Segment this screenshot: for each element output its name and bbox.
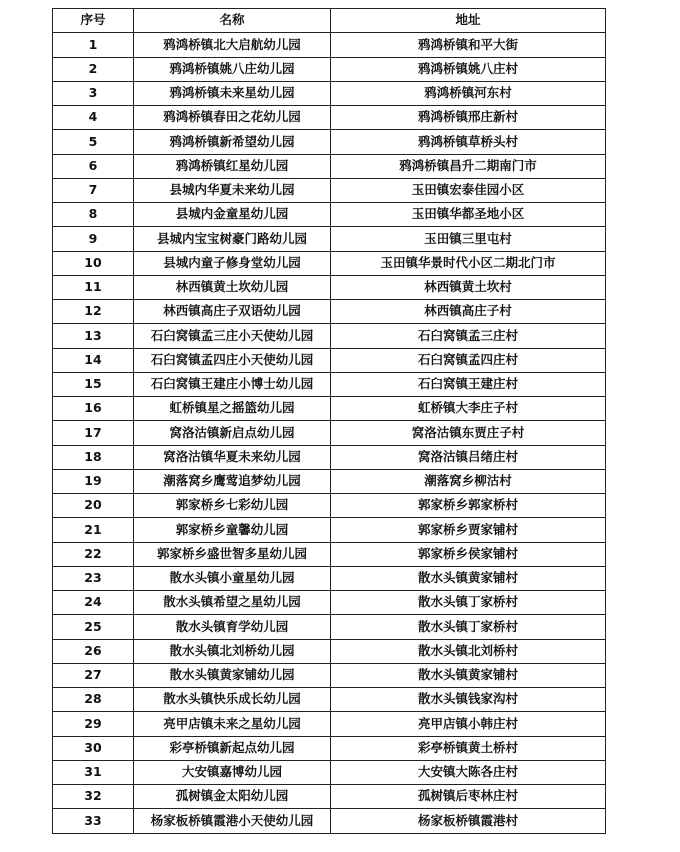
cell-name: 林西镇高庄子双语幼儿园 bbox=[134, 300, 331, 324]
cell-address: 鸦鸿桥镇邢庄新村 bbox=[331, 106, 606, 130]
cell-index: 29 bbox=[53, 712, 134, 736]
cell-index: 11 bbox=[53, 275, 134, 299]
cell-index: 26 bbox=[53, 639, 134, 663]
cell-index: 8 bbox=[53, 203, 134, 227]
cell-name: 县城内宝宝树豪门路幼儿园 bbox=[134, 227, 331, 251]
table-row bbox=[53, 300, 606, 324]
cell-index: 7 bbox=[53, 178, 134, 202]
table-row bbox=[53, 227, 606, 251]
cell-index: 2 bbox=[53, 57, 134, 81]
table-row bbox=[53, 736, 606, 760]
cell-address: 郭家桥乡贾家铺村 bbox=[331, 518, 606, 542]
cell-address: 散水头镇北刘桥村 bbox=[331, 639, 606, 663]
cell-index: 17 bbox=[53, 421, 134, 445]
table-row bbox=[53, 348, 606, 372]
table-row bbox=[53, 130, 606, 154]
cell-address: 散水头镇丁家桥村 bbox=[331, 591, 606, 615]
cell-index: 5 bbox=[53, 130, 134, 154]
table-row bbox=[53, 566, 606, 590]
cell-index: 12 bbox=[53, 300, 134, 324]
cell-index: 24 bbox=[53, 591, 134, 615]
cell-address: 鸦鸿桥镇姚八庄村 bbox=[331, 57, 606, 81]
cell-index: 18 bbox=[53, 445, 134, 469]
table-row bbox=[53, 445, 606, 469]
cell-name: 鸦鸿桥镇北大启航幼儿园 bbox=[134, 33, 331, 57]
cell-index: 9 bbox=[53, 227, 134, 251]
cell-index: 28 bbox=[53, 688, 134, 712]
cell-name: 散水头镇小童星幼儿园 bbox=[134, 566, 331, 590]
cell-address: 散水头镇黄家铺村 bbox=[331, 566, 606, 590]
table-row bbox=[53, 518, 606, 542]
table-row bbox=[53, 106, 606, 130]
cell-name: 潮落窝乡鹰莺追梦幼儿园 bbox=[134, 469, 331, 493]
table-header-row bbox=[53, 9, 606, 33]
cell-index: 4 bbox=[53, 106, 134, 130]
table-row bbox=[53, 178, 606, 202]
table-body bbox=[53, 33, 606, 833]
cell-address: 潮落窝乡柳沽村 bbox=[331, 469, 606, 493]
cell-index: 13 bbox=[53, 324, 134, 348]
cell-address: 窝洛沽镇吕绪庄村 bbox=[331, 445, 606, 469]
table-row bbox=[53, 663, 606, 687]
cell-address: 杨家板桥镇霞港村 bbox=[331, 809, 606, 833]
cell-name: 郭家桥乡盛世智多星幼儿园 bbox=[134, 542, 331, 566]
table-row bbox=[53, 688, 606, 712]
cell-name: 散水头镇黄家铺幼儿园 bbox=[134, 663, 331, 687]
cell-name: 县城内华夏未来幼儿园 bbox=[134, 178, 331, 202]
cell-name: 石臼窝镇孟四庄小天使幼儿园 bbox=[134, 348, 331, 372]
cell-index: 30 bbox=[53, 736, 134, 760]
cell-address: 林西镇高庄子村 bbox=[331, 300, 606, 324]
cell-name: 郭家桥乡童馨幼儿园 bbox=[134, 518, 331, 542]
cell-address: 玉田镇宏泰佳园小区 bbox=[331, 178, 606, 202]
cell-name: 散水头镇希望之星幼儿园 bbox=[134, 591, 331, 615]
table-row bbox=[53, 397, 606, 421]
cell-index: 21 bbox=[53, 518, 134, 542]
cell-name: 鸦鸿桥镇春田之花幼儿园 bbox=[134, 106, 331, 130]
cell-address: 鸦鸿桥镇草桥头村 bbox=[331, 130, 606, 154]
cell-name: 孤树镇金太阳幼儿园 bbox=[134, 785, 331, 809]
cell-address: 郭家桥乡郭家桥村 bbox=[331, 494, 606, 518]
cell-address: 鸦鸿桥镇昌升二期南门市 bbox=[331, 154, 606, 178]
cell-name: 石臼窝镇王建庄小博士幼儿园 bbox=[134, 372, 331, 396]
cell-name: 郭家桥乡七彩幼儿园 bbox=[134, 494, 331, 518]
cell-index: 22 bbox=[53, 542, 134, 566]
cell-index: 10 bbox=[53, 251, 134, 275]
table-row bbox=[53, 57, 606, 81]
cell-address: 孤树镇后枣林庄村 bbox=[331, 785, 606, 809]
cell-address: 鸦鸿桥镇河东村 bbox=[331, 81, 606, 105]
cell-index: 6 bbox=[53, 154, 134, 178]
cell-name: 散水头镇北刘桥幼儿园 bbox=[134, 639, 331, 663]
cell-address: 彩亭桥镇黄土桥村 bbox=[331, 736, 606, 760]
table-row bbox=[53, 469, 606, 493]
table-row bbox=[53, 275, 606, 299]
cell-name: 散水头镇育学幼儿园 bbox=[134, 615, 331, 639]
cell-name: 鸦鸿桥镇新希望幼儿园 bbox=[134, 130, 331, 154]
cell-name: 彩亭桥镇新起点幼儿园 bbox=[134, 736, 331, 760]
cell-index: 20 bbox=[53, 494, 134, 518]
cell-address: 玉田镇华都圣地小区 bbox=[331, 203, 606, 227]
header-address: 地址 bbox=[331, 9, 606, 33]
cell-address: 石臼窝镇孟三庄村 bbox=[331, 324, 606, 348]
cell-address: 郭家桥乡侯家铺村 bbox=[331, 542, 606, 566]
header-name: 名称 bbox=[134, 9, 331, 33]
cell-name: 大安镇嘉博幼儿园 bbox=[134, 760, 331, 784]
table-row bbox=[53, 542, 606, 566]
table-row bbox=[53, 591, 606, 615]
cell-index: 23 bbox=[53, 566, 134, 590]
cell-address: 大安镇大陈各庄村 bbox=[331, 760, 606, 784]
header-index: 序号 bbox=[53, 9, 134, 33]
table-row bbox=[53, 494, 606, 518]
table-row bbox=[53, 372, 606, 396]
cell-index: 31 bbox=[53, 760, 134, 784]
cell-address: 石臼窝镇王建庄村 bbox=[331, 372, 606, 396]
table-row bbox=[53, 615, 606, 639]
kindergarten-table bbox=[52, 8, 606, 834]
table-row bbox=[53, 809, 606, 833]
cell-address: 林西镇黄土坎村 bbox=[331, 275, 606, 299]
cell-name: 散水头镇快乐成长幼儿园 bbox=[134, 688, 331, 712]
table-row bbox=[53, 324, 606, 348]
cell-name: 鸦鸿桥镇红星幼儿园 bbox=[134, 154, 331, 178]
cell-index: 16 bbox=[53, 397, 134, 421]
cell-index: 33 bbox=[53, 809, 134, 833]
table-row bbox=[53, 33, 606, 57]
cell-name: 石臼窝镇孟三庄小天使幼儿园 bbox=[134, 324, 331, 348]
cell-name: 县城内金童星幼儿园 bbox=[134, 203, 331, 227]
table-row bbox=[53, 712, 606, 736]
cell-name: 鸦鸿桥镇姚八庄幼儿园 bbox=[134, 57, 331, 81]
cell-name: 虹桥镇星之摇篮幼儿园 bbox=[134, 397, 331, 421]
cell-index: 3 bbox=[53, 81, 134, 105]
cell-name: 亮甲店镇未来之星幼儿园 bbox=[134, 712, 331, 736]
table-row bbox=[53, 81, 606, 105]
cell-address: 玉田镇华景时代小区二期北门市 bbox=[331, 251, 606, 275]
cell-index: 1 bbox=[53, 33, 134, 57]
cell-address: 散水头镇黄家铺村 bbox=[331, 663, 606, 687]
cell-index: 14 bbox=[53, 348, 134, 372]
table-row bbox=[53, 785, 606, 809]
cell-name: 林西镇黄土坎幼儿园 bbox=[134, 275, 331, 299]
cell-name: 窝洛沽镇新启点幼儿园 bbox=[134, 421, 331, 445]
table-row bbox=[53, 760, 606, 784]
cell-index: 19 bbox=[53, 469, 134, 493]
table-row bbox=[53, 421, 606, 445]
cell-address: 散水头镇丁家桥村 bbox=[331, 615, 606, 639]
table-row bbox=[53, 203, 606, 227]
cell-address: 散水头镇钱家沟村 bbox=[331, 688, 606, 712]
cell-name: 县城内童子修身堂幼儿园 bbox=[134, 251, 331, 275]
cell-index: 27 bbox=[53, 663, 134, 687]
cell-index: 32 bbox=[53, 785, 134, 809]
cell-address: 鸦鸿桥镇和平大街 bbox=[331, 33, 606, 57]
cell-address: 亮甲店镇小韩庄村 bbox=[331, 712, 606, 736]
table-row bbox=[53, 251, 606, 275]
cell-index: 15 bbox=[53, 372, 134, 396]
table-row bbox=[53, 639, 606, 663]
cell-index: 25 bbox=[53, 615, 134, 639]
cell-address: 虹桥镇大李庄子村 bbox=[331, 397, 606, 421]
cell-address: 玉田镇三里屯村 bbox=[331, 227, 606, 251]
cell-address: 石臼窝镇孟四庄村 bbox=[331, 348, 606, 372]
cell-name: 窝洛沽镇华夏未来幼儿园 bbox=[134, 445, 331, 469]
cell-address: 窝洛沽镇东贾庄子村 bbox=[331, 421, 606, 445]
cell-name: 杨家板桥镇霞港小天使幼儿园 bbox=[134, 809, 331, 833]
table-row bbox=[53, 154, 606, 178]
cell-name: 鸦鸿桥镇未来星幼儿园 bbox=[134, 81, 331, 105]
